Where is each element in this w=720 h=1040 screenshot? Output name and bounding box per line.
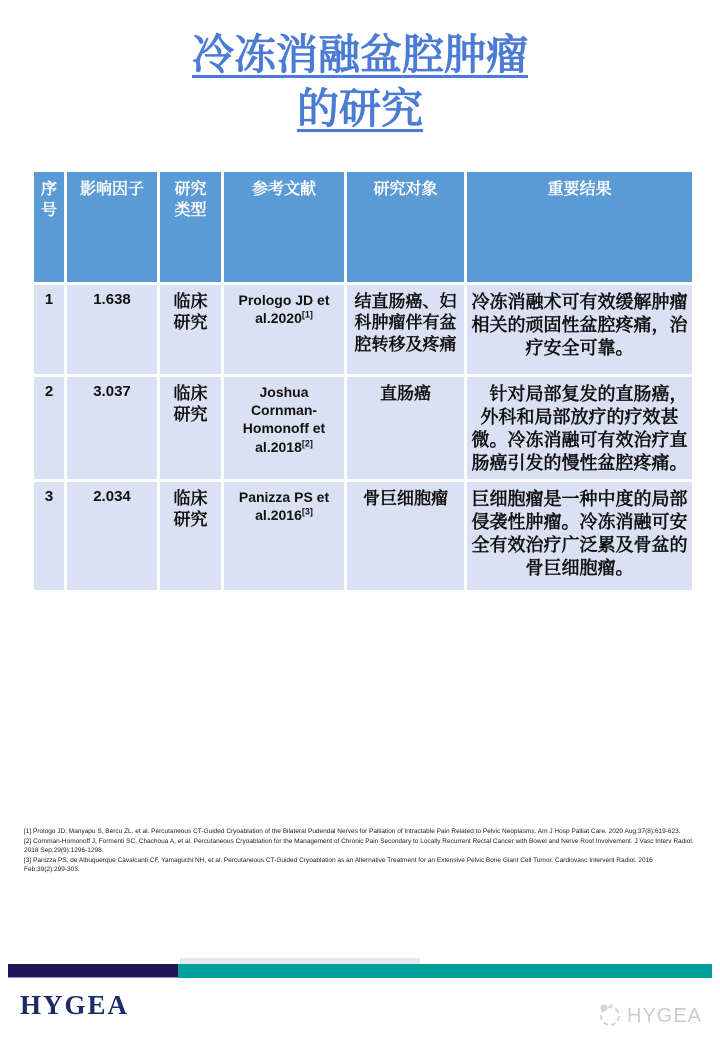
table-row bbox=[34, 377, 692, 479]
cell-study-type: 临床研究 bbox=[160, 285, 221, 374]
cell-subject: 结直肠癌、妇科肿瘤伴有盆腔转移及疼痛 bbox=[347, 285, 464, 374]
cell-reference bbox=[224, 285, 344, 374]
page-title-line2: 的研究 bbox=[296, 85, 423, 132]
footer-teal-bar bbox=[178, 964, 712, 978]
footnote-1: [1] Prologo JD, Manyapu S, Bercu ZL, et al. Percutaneous CT-Guided Cryoablation of the Bilateral Pudendal Nerves for Palliation of Intractable Pain Related to Pelvic Neoplasms. Am J Hosp Palliat Care. 2020 Aug;37(8):619-623. bbox=[24, 828, 681, 835]
cell-no: 3 bbox=[34, 482, 64, 590]
footnote-3: [3] Panizza PS, de Albuquerque Cavalcanti CF, Yamaguchi NH, et al. Percutaneous CT-Guided Cryoablation as an Alternative Treatment for an Extensive Pelvic Bone Giant Cell Tumor. Cardiovasc Intervent Radiol. 2016 Feb;39(2):299-303. bbox=[24, 857, 653, 874]
cell-no: 2 bbox=[34, 377, 64, 479]
study-table bbox=[31, 169, 695, 593]
cell-reference bbox=[224, 377, 344, 479]
cell-study-type: 临床研究 bbox=[160, 377, 221, 479]
reference-text: Joshua Cornman-Homonoff et al.2018 bbox=[242, 384, 326, 455]
header-no: 序号 bbox=[34, 172, 64, 282]
cell-impact-factor: 3.037 bbox=[67, 377, 157, 479]
page-title bbox=[0, 28, 720, 136]
cell-result: 巨细胞瘤是一种中度的局部侵袭性肿瘤。冷冻消融可安全有效治疗广泛累及骨盆的骨巨细胞瘤。 bbox=[467, 482, 692, 590]
watermark-text: HYGEA bbox=[627, 1005, 703, 1027]
reference-superscript: [2] bbox=[301, 437, 313, 448]
footnote-2: [2] Cornman-Homonoff J, Formenti SC, Chachoua A, et al. Percutaneous Cryoablation for the Management of Chronic Pain Secondary to Locally Recurrent Rectal Cancer with Bowel and Nerve Root Involvement. J Vasc Interv Radiol. 2018 Sep;29(9):1296-1298. bbox=[24, 838, 694, 855]
cell-impact-factor: 2.034 bbox=[67, 482, 157, 590]
page-title-line1: 冷冻消融盆腔肿瘤 bbox=[191, 31, 528, 78]
hygea-watermark bbox=[596, 1000, 702, 1033]
cell-no: 1 bbox=[34, 285, 64, 374]
cell-study-type: 临床研究 bbox=[160, 482, 221, 590]
table-row bbox=[34, 482, 692, 590]
reference-superscript: [1] bbox=[301, 309, 313, 320]
cell-subject: 直肠癌 bbox=[347, 377, 464, 479]
table-header-row bbox=[34, 172, 692, 282]
table-row bbox=[34, 285, 692, 374]
header-subject: 研究对象 bbox=[347, 172, 464, 282]
cell-subject: 骨巨细胞瘤 bbox=[347, 482, 464, 590]
hygea-logo-icon bbox=[596, 1000, 622, 1033]
header-reference: 参考文献 bbox=[224, 172, 344, 282]
footer-navy-bar bbox=[8, 964, 178, 978]
header-result: 重要结果 bbox=[467, 172, 692, 282]
cell-impact-factor: 1.638 bbox=[67, 285, 157, 374]
reference-text: Panizza PS et al.2016 bbox=[238, 489, 330, 524]
header-impact-factor: 影响因子 bbox=[67, 172, 157, 282]
cell-result: 冷冻消融术可有效缓解肿瘤相关的顽固性盆腔疼痛，治疗安全可靠。 bbox=[467, 285, 692, 374]
reference-text: Prologo JD et al.2020 bbox=[238, 292, 330, 327]
hygea-brand-logo: HYGEA bbox=[20, 990, 130, 1020]
footnote-list bbox=[24, 827, 694, 875]
cell-reference bbox=[224, 482, 344, 590]
reference-superscript: [3] bbox=[301, 506, 313, 517]
header-study-type: 研究类型 bbox=[160, 172, 221, 282]
cell-result: 针对局部复发的直肠癌，外科和局部放疗的疗效甚微。冷冻消融可有效治疗直肠癌引发的慢性盆腔疼痛。 bbox=[467, 377, 692, 479]
